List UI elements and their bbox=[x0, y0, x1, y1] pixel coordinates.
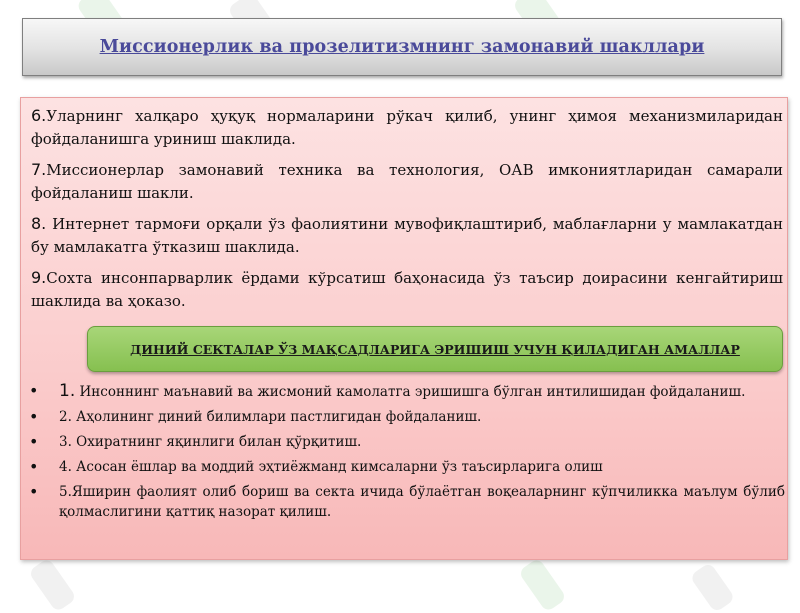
list-item-number: 2. bbox=[59, 409, 72, 425]
list-item-number: 4. bbox=[59, 459, 72, 475]
bullet-icon: • bbox=[29, 482, 39, 501]
list-item-text: Асосан ёшлар ва моддий эҳтиёжманд кимсаларни ўз таъсирларига олиш bbox=[71, 459, 603, 475]
bullet-icon: • bbox=[29, 432, 39, 451]
paragraph-7 bbox=[31, 158, 783, 205]
list-item-text: Аҳолининг диний билимлари пастлигидан фойдаланиш. bbox=[71, 409, 482, 425]
section-header: ДИНИЙ СЕКТАЛАР ЎЗ МАҚСАДЛАРИГА ЭРИШИШ УЧУН ҚИЛАДИГАН АМАЛЛАР bbox=[130, 341, 740, 357]
content-panel bbox=[20, 97, 788, 560]
list-item-number: 1. bbox=[59, 381, 76, 401]
section-header-bar bbox=[87, 326, 783, 372]
paragraph-text: Сохта инсонпарварлик ёрдами кўрсатиш баҳонасида ўз таъсир доирасини кенгайтириш шаклида ва ҳоказо. bbox=[31, 269, 783, 310]
bullet-list bbox=[29, 381, 785, 527]
paragraph-text: Миссионерлар замонавий техника ва технология, ОАВ имкониятларидан самарали фойдаланиш шакли. bbox=[31, 161, 783, 202]
list-item-number: 5. bbox=[59, 484, 72, 500]
watermark-shape bbox=[28, 557, 77, 612]
list-item bbox=[29, 432, 785, 452]
list-item-text: Инсоннинг маънавий ва жисмоний камолатга эришишга бўлган интилишидан фойдаланиш. bbox=[75, 384, 746, 400]
paragraph-text: Уларнинг халқаро ҳуқуқ нормаларини рўкач қилиб, унинг ҳимоя механизмиларидан фойдаланишга уриниш шаклида. bbox=[31, 107, 783, 148]
paragraph-text: Интернет тармоғи орқали ўз фаолиятини мувофиқлаштириб, маблағларни у мамлакатдан бу мамлакатга ўтказиш шаклида. bbox=[31, 215, 783, 256]
list-item bbox=[29, 381, 785, 402]
list-item bbox=[29, 457, 785, 477]
list-item bbox=[29, 482, 785, 522]
bullet-icon: • bbox=[29, 457, 39, 476]
paragraph-number: 8. bbox=[31, 214, 47, 233]
paragraph-9 bbox=[31, 266, 783, 313]
paragraph-6 bbox=[31, 104, 783, 151]
bullet-icon: • bbox=[29, 407, 39, 426]
list-item-text: Охиратнинг яқинлиги билан қўрқитиш. bbox=[71, 434, 362, 450]
paragraph-8 bbox=[31, 212, 783, 259]
page-title: Миссионерлик ва прозелитизмнинг замонавий шакллари bbox=[99, 37, 705, 57]
list-item-number: 3. bbox=[59, 434, 72, 450]
paragraph-number: 6. bbox=[31, 106, 47, 125]
title-box bbox=[22, 18, 782, 76]
watermark-shape bbox=[689, 562, 735, 613]
watermark-shape bbox=[518, 557, 567, 612]
list-item bbox=[29, 407, 785, 427]
paragraph-number: 9. bbox=[31, 268, 47, 287]
bullet-icon: • bbox=[29, 381, 39, 400]
paragraph-number: 7. bbox=[31, 160, 47, 179]
list-item-text: Яширин фаолият олиб бориш ва секта ичида бўлаётган воқеаларнинг кўпчиликка маълум бўлиб қолмаслигини қаттиқ назорат қилиш. bbox=[59, 484, 785, 520]
